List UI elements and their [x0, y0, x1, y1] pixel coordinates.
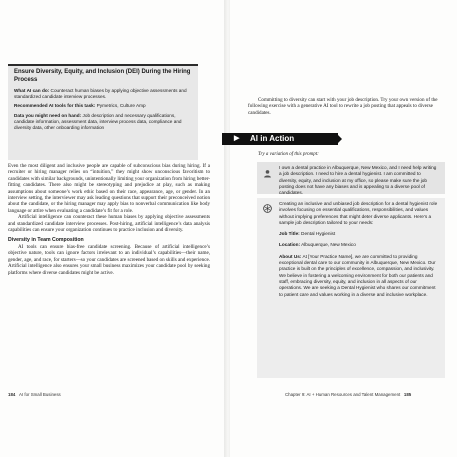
sidebar-item-label: Recommended AI tools for this task: — [14, 103, 96, 109]
try-prompt-line: Try a variation of this prompt: — [258, 152, 319, 157]
chapter-title: Chapter 9: AI + Human Resources and Talent Management — [285, 392, 401, 397]
left-body — [8, 163, 210, 276]
left-page — [0, 0, 226, 457]
page-number: 185 — [403, 392, 412, 397]
sidebar-item-label: What AI can do: — [14, 88, 50, 93]
about-us-line — [279, 254, 440, 298]
dei-sidebar — [8, 64, 198, 160]
body-paragraph: AI tools can ensure bias-free candidate screening. Because of artificial intelligence’s objective nature, tools can ignore factors irrelevant to an individual’s capabilities—their name, gender, age, and race, for starters—so your candidates are screened based on skills and experience. Artificial intelligence also ensures your small business maximizes your candidate pool by seeking platforms where diverse candidates might be active. — [8, 243, 210, 276]
arrow-right-icon: ▶ — [234, 135, 240, 142]
right-footer — [285, 392, 411, 398]
body-paragraph: Artificial intelligence can counteract these human biases by applying objective assessments and standardized candidate interview processes. Post-hiring, artificial intelligence’s data analysis capabilities can ensure your organization continues to practice inclusion and diversity. — [8, 214, 210, 234]
field-value: At [Your Practice Name], we are committed to providing exceptional dental care to our community in Albuquerque, New Mexico. Our practice is built on the principles of excellence, compassion, and inclusivity. We believe in fostering a welcoming environment for both our patients and staff, embracing diversity, equity, and inclusion in all aspects of our operations. We are seeking a Dental Hygienist who shares our commitment to patient care and values working in a diverse and inclusive workplace. — [279, 253, 436, 297]
field-label: About Us: — [279, 253, 302, 259]
left-footer — [8, 392, 61, 398]
sidebar-item-text: Pymetrics, Culture Amp — [95, 103, 146, 109]
user-icon — [263, 169, 272, 178]
banner-point — [336, 133, 342, 145]
field-value: Albuquerque, New Mexico — [300, 242, 356, 248]
section-subhead: Diversity in Team Composition — [8, 237, 84, 244]
sidebar-title: Ensure Diversity, Equity, and Inclusion (DEI) During the Hiring Process — [14, 69, 191, 83]
book-title: AI for Small Business — [19, 392, 61, 397]
ai-in-action-banner — [222, 133, 338, 145]
sidebar-item-data-needed — [14, 113, 192, 132]
sidebar-item-text: Counteract human biases by applying objective assessments and standardized candidate interview processes. — [14, 88, 187, 100]
field-value: Dental Hygienist — [299, 231, 336, 237]
prompt-text: I own a dental practice in Albuquerque, New Mexico, and I need help writing a job description. I need to hire a dental hygienist. I am committed to diversity, equity, and inclusion at my office, so please make sure the job posting does not have any biases and is appealing to a diverse pool of candidates. — [279, 165, 437, 196]
banner-label: AI in Action — [250, 134, 295, 143]
location-line — [279, 242, 440, 248]
user-prompt-box — [257, 162, 445, 194]
sidebar-item-recommended-tools — [14, 103, 192, 109]
ai-response-box — [257, 198, 445, 378]
right-intro-paragraph: Committing to diversity can start with your job description. Try your own version of the following exercise with a generative AI tool to rewrite a job posting that appeals to diverse candidates. — [248, 97, 438, 116]
field-label: Job Title: — [279, 231, 300, 237]
sidebar-item-text: Job description and necessary qualifications, candidate information, assessment data, interview process data, compliance and diversity data, other onboarding information — [14, 112, 182, 131]
field-label: Location: — [279, 242, 301, 248]
sidebar-item-label: Data you might need on hand: — [14, 112, 82, 118]
sidebar-item-what-ai-can-do — [14, 88, 192, 100]
job-title-line — [279, 231, 440, 237]
response-intro: Creating an inclusive and unbiased job description for a dental hygienist role involves focusing on essential qualifications, responsibilities, and values without implying preferences that might deter diverse applicants. Here’s a sample job description tailored to your needs: — [279, 201, 438, 225]
openai-logo-icon — [263, 204, 272, 213]
page-number: 184 — [8, 392, 16, 397]
body-paragraph: Even the most diligent and inclusive people are capable of subconscious bias during hiring. If a recruiter or hiring manager relies on “intuition,” they might show unconscious favoritism to candidates with similar backgrounds, unintentionally limiting your organization from hiring better-fitting candidates. There also might be stereotyping and prejudice at play, such as making assumptions about someone’s work ethic based on their race, appearance, age, or gender. In an interview setting, the interviewer may ask leading questions that support their preconceived notion about the candidate, or the hiring manager may apply bias to nonverbal communication like body language or attire when evaluating a candidate’s fit for a role. — [8, 163, 210, 214]
